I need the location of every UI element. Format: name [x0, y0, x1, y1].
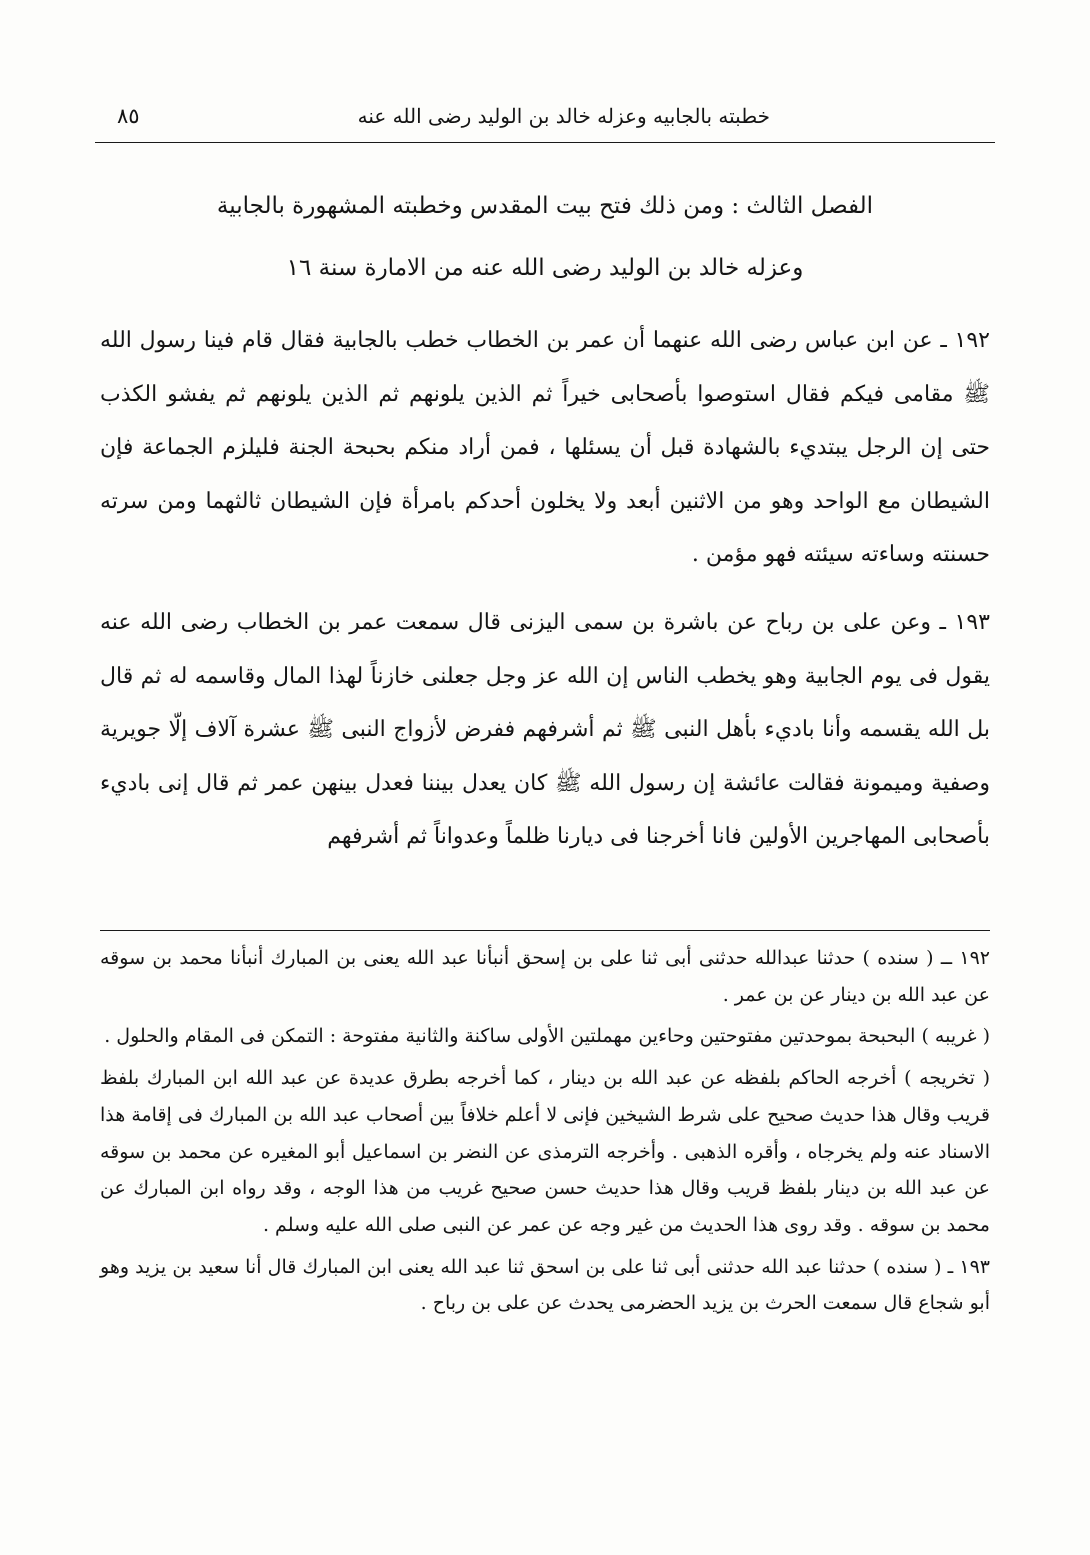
footnote-192-isnad: ١٩٢ ــ ( سنده ) حدثنا عبدالله حدثنى أبى ثنا على بن إسحق أنبأنا عبد الله يعنى بن المبارك أنبأنا محمد بن سوقه عن عبد الله بن دينار عن بن عمر .: [100, 947, 990, 1006]
chapter-heading: [100, 175, 990, 299]
hadith-192: ١٩٢ ـ عن ابن عباس رضى الله عنهما أن عمر بن الخطاب خطب بالجابية فقال قام فينا رسول الله ﷺ مقامى فيكم فقال استوصوا بأصحابى خيراً ثم الذين يلونهم ثم الذين يلونهم ثم يفشو الكذب حتى إن الرجل يبتديء بالشهادة قبل أن يسئلها ، فمن أراد منكم بحبحة الجنة فليلزم الجماعة فإن الشيطان مع الواحد وهو من الاثنين أبعد ولا يخلون أحدكم بامرأة فإن الشيطان ثالثهما ومن سرته حسنته وساءته سيئته فهو مؤمن .: [100, 328, 990, 568]
footnotes: [100, 940, 990, 1322]
footnote-192-takhrij: ( تخريجه ) أخرجه الحاكم بلفظه عن عبد الله بن دينار ، كما أخرجه بطرق عديدة عن عبد الله ابن المبارك بلفظ قريب وقال هذا حديث صحيح على شرط الشيخين فإنى لا أعلم خلافاً بين أصحاب عبد الله بن المبارك فى إقامة هذا الاسناد عنه ولم يخرجاه ، وأقره الذهبى . وأخرجه الترمذى عن النضر بن اسماعيل أبو المغيره عن محمد بن سوقه عن عبد الله بن دينار بلفظ قريب وقال هذا حديث حسن صحيح غريب من هذا الوجه ، وقد رواه ابن المبارك عن محمد بن سوقه . وقد روى هذا الحديث من غير وجه عن عمر عن النبى صلى الله عليه وسلم .: [100, 1067, 990, 1236]
footnote-192-gharib: ( غريبه ) البحبحة بموحدتين مفتوحتين وحاءين مهملتين الأولى ساكنة والثانية مفتوحة : التمكن فى المقام والحلول .: [104, 1025, 990, 1048]
footnote-193-isnad: ١٩٣ ـ ( سنده ) حدثنا عبد الله حدثنى أبى ثنا على بن اسحق ثنا عبد الله يعنى ابن المبارك قال أنا سعيد بن يزيد وهو أبو شجاع قال سمعت الحرث بن يزيد الحضرمى يحدث عن على بن رباح .: [100, 1255, 990, 1315]
chapter-heading-line-2: وعزله خالد بن الوليد رضى الله عنه من الامارة سنة ١٦: [286, 255, 804, 281]
chapter-heading-line-1: الفصل الثالث : ومن ذلك فتح بيت المقدس وخطبته المشهورة بالجابية: [216, 193, 874, 219]
running-header-title: خطبته بالجابيه وعزله خالد بن الوليد رضى الله عنه: [357, 104, 770, 128]
footnote-divider: [100, 930, 990, 931]
hadith-193: ١٩٣ ـ وعن على بن رباح عن باشرة بن سمى اليزنى قال سمعت عمر بن الخطاب رضى الله عنه يقول فى يوم الجابية وهو يخطب الناس إن الله عز وجل جعلنى خازناً لهذا المال وقاسمه له ثم قال بل الله يقسمه وأنا باديء بأهل النبى ﷺ ثم أشرفهم ففرض لأزواج النبى ﷺ عشرة آلاف إلّا جويرية وصفية وميمونة فقالت عائشة إن رسول الله ﷺ كان يعدل بيننا فعدل بينهن عمر ثم قال إنى باديء بأصحابى المهاجرين الأولين فانا أخرجنا فى ديارنا ظلماً وعدواناً ثم أشرفهم: [100, 609, 990, 850]
running-header: [95, 92, 995, 143]
main-text: [100, 314, 990, 864]
page-number: ٨٥: [117, 104, 140, 128]
